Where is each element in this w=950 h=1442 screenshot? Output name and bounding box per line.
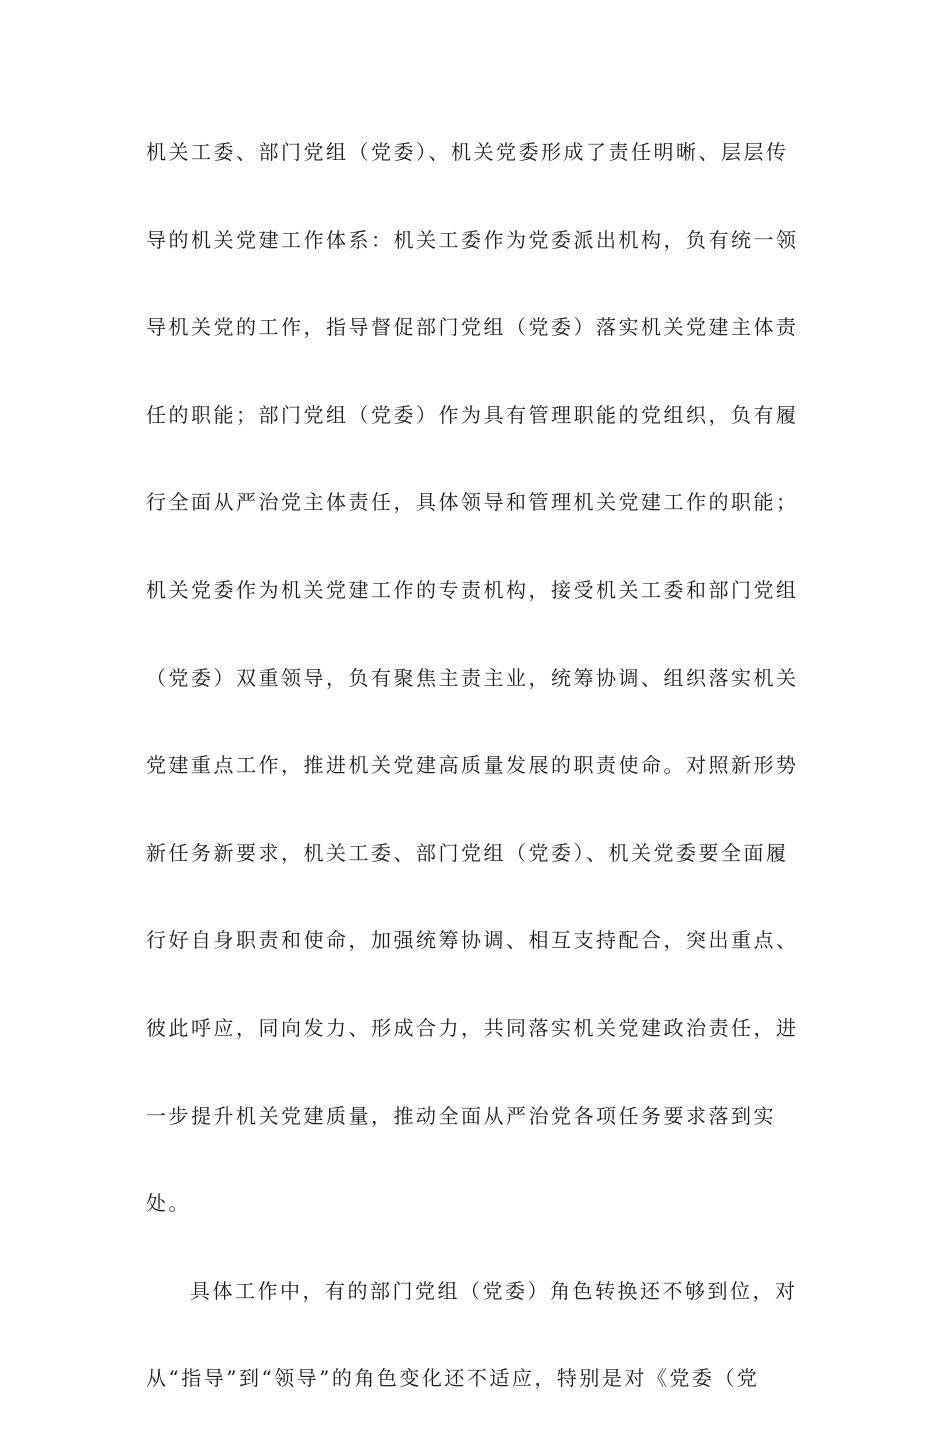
- text-line: 从“指导”到“领导”的角色变化还不适应，特别是对《党委（党: [146, 1366, 760, 1391]
- body-text: [146, 128, 806, 1442]
- text-line: 新任务新要求，机关工委、部门党组（党委）、机关党委要全面履: [146, 840, 789, 865]
- text-line: 机关党委作为机关党建工作的专责机构，接受机关工委和部门党组: [146, 577, 799, 602]
- paragraph-start-line: 具体工作中，有的部门党组（党委）角色转换还不够到位，对: [190, 1278, 798, 1303]
- text-line: 处。: [146, 1191, 191, 1216]
- text-line: 任的职能；部门党组（党委）作为具有管理职能的党组织，负有履: [146, 402, 799, 427]
- text-line: （党委）双重领导，负有聚焦主责主业，统筹协调、组织落实机关: [146, 665, 799, 690]
- text-line: 彼此呼应，同向发力、形成合力，共同落实机关党建政治责任，进: [146, 1015, 799, 1040]
- text-line: 导机关党的工作，指导督促部门党组（党委）落实机关党建主体责: [146, 315, 799, 340]
- text-line: 一步提升机关党建质量，推动全面从严治党各项任务要求落到实: [146, 1103, 776, 1128]
- text-line: 导的机关党建工作体系：机关工委作为党委派出机构，负有统一领: [146, 227, 799, 252]
- text-line: 党建重点工作，推进机关党建高质量发展的职责使命。对照新形势: [146, 753, 799, 778]
- text-line: 机关工委、部门党组（党委）、机关党委形成了责任明晰、层层传: [146, 140, 789, 164]
- text-line: 行全面从严治党主体责任，具体领导和管理机关党建工作的职能；: [146, 490, 799, 515]
- text-line: 行好自身职责和使命，加强统筹协调、相互支持配合，突出重点、: [146, 928, 799, 953]
